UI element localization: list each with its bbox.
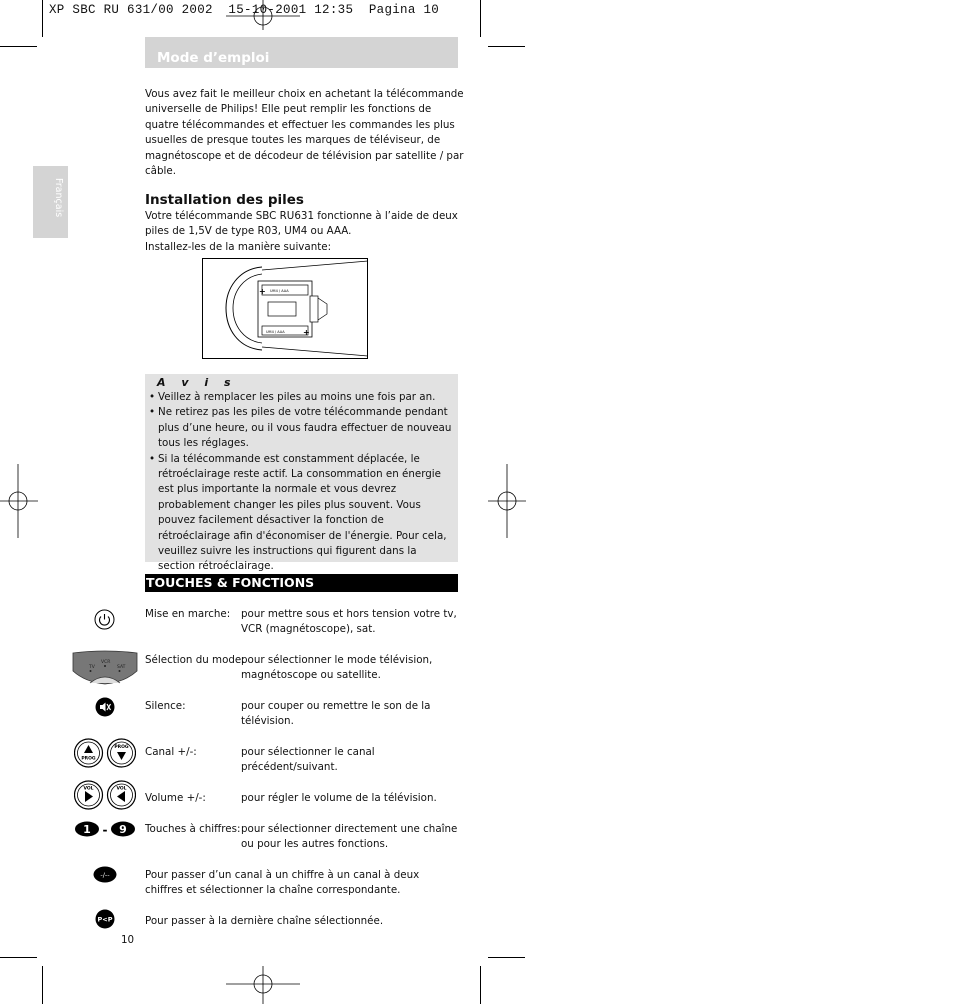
registration-mark-bottom <box>226 966 300 1004</box>
avis-box <box>145 374 458 573</box>
function-full-desc: Pour passer d’un canal à un chiffre à un canal à deux chiffres et sélectionner la chaîne correspondante. <box>145 869 420 897</box>
function-row-one-two-digit <box>145 868 460 899</box>
digit-last-label: 9 <box>119 823 127 836</box>
mode-tv-label: TV <box>89 665 95 670</box>
digit-first-label: 1 <box>83 823 91 836</box>
intro-line: magnétoscope et de décodeur de télévision par satellite / par <box>145 149 464 162</box>
intro-paragraph <box>145 87 465 179</box>
function-full-desc: Pour passer à la dernière chaîne sélectionnée. <box>145 915 384 927</box>
channel-buttons-icon <box>74 738 136 768</box>
mode-sat-label: SAT <box>117 665 126 670</box>
registration-mark-left <box>0 464 38 538</box>
battery-illustration <box>202 258 368 359</box>
install-line: piles de 1,5V de type R03, UM4 ou AAA. <box>145 225 352 238</box>
function-desc: pour sélectionner directement une chaîne ou pour les autres fonctions. <box>241 823 458 851</box>
avis-item: • Si la télécommande est constamment déplacée, le rétroéclairage reste actif. La consommation en énergie est plus importante la normale et vous devrez probablement changer les piles plus souvent. Vous pouvez facilement désactiver la fonction de rétroéclairage afin d'économiser de l'énergie. Pour cela, veuillez suivre les instructions qui figurent dans la section rétroéclairage. <box>149 452 447 573</box>
print-slug: XP SBC RU 631/00 2002 15-10-2001 12:35 Pagina 10 <box>49 3 440 17</box>
vol-label: VOL <box>83 786 94 792</box>
language-label: Français <box>53 178 64 218</box>
previous-channel-icon <box>95 909 115 929</box>
prog-label: PROG <box>114 745 129 750</box>
function-desc: pour mettre sous et hors tension votre tv, VCR (magnétoscope), sat. <box>241 608 457 636</box>
bullet-icon: • <box>149 452 156 465</box>
plus-sign: + <box>303 328 310 337</box>
power-button-icon <box>94 609 115 630</box>
mode-selector-icon <box>70 649 140 687</box>
function-label: Touches à chiffres: <box>145 823 241 835</box>
volume-buttons-icon <box>74 780 136 810</box>
touches-title: TOUCHES & FONCTIONS <box>146 575 315 590</box>
function-desc: pour couper ou remettre le son de la télévision. <box>241 700 431 728</box>
battery-label: UM4 / AAA <box>270 289 289 293</box>
plus-sign: + <box>259 287 266 296</box>
function-label: Volume +/-: <box>145 792 206 804</box>
install-line: Installez-les de la manière suivante: <box>145 240 332 253</box>
touches-header <box>145 574 458 592</box>
install-line: Votre télécommande SBC RU631 fonctionne à l’aide de deux <box>145 210 458 222</box>
function-desc: pour sélectionner le mode télévision, magnétoscope ou satellite. <box>241 654 433 682</box>
function-label: Sélection du mode: <box>145 654 245 666</box>
registration-mark-right <box>488 464 526 538</box>
function-label: Mise en marche: <box>145 608 231 620</box>
digit-keys-icon <box>74 820 136 838</box>
function-label: Canal +/-: <box>145 746 197 758</box>
mode-vcr-label: VCR <box>101 660 111 665</box>
intro-line: quatre télécommandes et effectuer les commandes les plus <box>145 118 455 131</box>
intro-line: Vous avez fait le meilleur choix en achetant la télécommande <box>145 88 464 100</box>
install-paragraph <box>145 209 465 255</box>
bullet-icon: • <box>149 391 156 403</box>
bullet-icon: • <box>149 406 156 419</box>
digit-dash-label: - <box>102 823 108 837</box>
language-tab <box>33 166 68 238</box>
function-desc: pour régler le volume de la télévision. <box>241 792 437 804</box>
battery-label: UM4 / AAA <box>266 330 285 334</box>
avis-item: • Ne retirez pas les piles de votre télécommande pendant plus d’une heure, ou il vous faudra effectuer de nouveau tous les réglages. <box>149 406 452 450</box>
intro-line: universelle de Philips! Elle peut remplir les fonctions de <box>145 103 432 116</box>
mute-icon <box>95 697 115 717</box>
function-desc: pour sélectionner le canal précédent/suivant. <box>241 746 375 774</box>
avis-item: • Veillez à remplacer les piles au moins une fois par an. <box>145 390 453 405</box>
section-title: Mode d’emploi <box>157 50 270 66</box>
pp-label: P<P <box>97 915 113 924</box>
function-label: Silence: <box>145 700 186 712</box>
function-row-previous-channel <box>145 914 460 929</box>
avis-list <box>145 390 453 575</box>
intro-line: usuelles de presque toutes les marques de téléviseur, de <box>145 134 441 147</box>
vol-label: VOL <box>116 786 127 792</box>
intro-line: câble. <box>145 165 176 178</box>
digits-toggle-label: -/-- <box>100 871 110 879</box>
install-heading: Installation des piles <box>145 192 304 208</box>
page-number: 10 <box>121 934 135 946</box>
avis-title: A v i s <box>157 376 237 389</box>
prog-label: PROG <box>81 756 96 762</box>
one-two-digit-icon <box>93 866 117 883</box>
section-header <box>145 37 458 68</box>
